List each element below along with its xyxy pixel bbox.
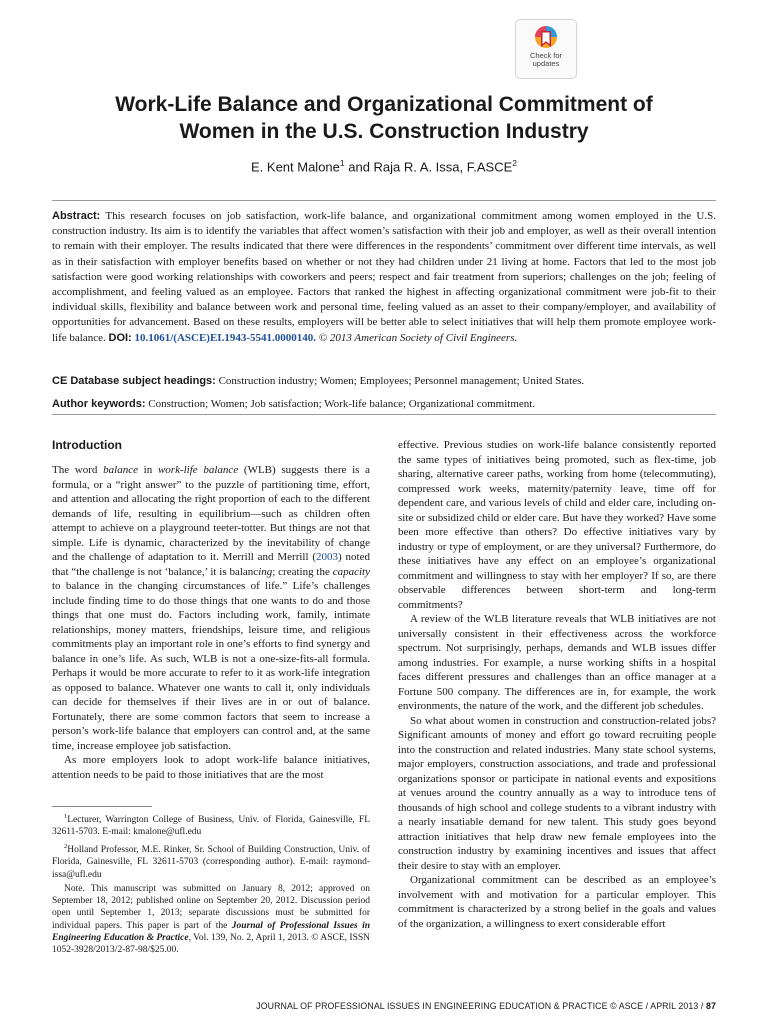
right-column xyxy=(398,438,716,931)
citation-link-2003[interactable]: 2003 xyxy=(316,551,339,563)
subject-headings xyxy=(52,374,716,388)
footnote-2-marker: 2 xyxy=(64,842,68,850)
manuscript-note-text: Note. This manuscript was submitted on January 8, 2012; approved on September 18, 2012; published online on September 20, 2012. Discussion period open until September 1, 2013; separate discussions must be submitted for individual papers. This paper is part of the xyxy=(52,883,370,931)
intro-text: in xyxy=(137,464,158,476)
author-2-affiliation: 2 xyxy=(512,158,517,168)
intro-text: ; creating the xyxy=(272,565,333,578)
intro-paragraph-2: As more employers look to adopt work-life balance initiatives, attention needs to be paid to those initiatives that are the most xyxy=(52,754,370,781)
footnote-2 xyxy=(52,841,370,881)
author-1: E. Kent Malone xyxy=(251,159,340,175)
page-footer xyxy=(256,1001,716,1011)
intro-text: ) noted that “the challenge is not ‘balance,’ it is balanc xyxy=(52,551,370,578)
intro-italic-balance: balance xyxy=(103,464,138,476)
abstract-label: Abstract: xyxy=(52,210,101,222)
footnote-1-text: Lecturer, Warrington College of Business, Univ. of Florida, Gainesville, FL 32611-5703. E-mail: kmalone@ufl.edu xyxy=(52,815,370,838)
footer-journal-text: JOURNAL OF PROFESSIONAL ISSUES IN ENGINEERING EDUCATION & PRACTICE © ASCE / APRIL 2013 / xyxy=(256,1001,706,1011)
author-keywords-text: Construction; Women; Job satisfaction; Work-life balance; Organizational commitment. xyxy=(148,398,536,410)
journal-name: Journal of Professional Issues in Engineering Education & Practice xyxy=(52,920,370,943)
doi-link[interactable]: 10.1061/(ASCE)EI.1943-5541.0000140. xyxy=(134,331,316,344)
intro-text: (WLB) suggests there is a formula, or a “right answer” to the puzzle of partitioning time, effort, and attention and allocating the right proportion of each to the different demands of life, resulting in equilibrium—such as children often attempt to achieve on a playground teeter-totter. But things are not that simple. Life is dynamic, characterized by the inevitability of change and the challenge of adaptation to it. Merrill and Merrill ( xyxy=(52,464,370,563)
intro-italic-ing: ing xyxy=(258,565,273,578)
subject-headings-text: Construction industry; Women; Employees; Personnel management; United States. xyxy=(218,375,585,387)
right-paragraph-2: A review of the WLB literature reveals that WLB initiatives are not universally consistent in their effectiveness across the workforce spectrum. Not surprisingly, perhaps, demands and WLB issues differ among industries. For example, a nurse working shifts in a hospital faces different pressures and challenges than an office manager at a Fortune 500 company. The differences are in, for example, the work environments, the nature of the work, and the different job schedules. xyxy=(398,613,716,712)
abstract-body: This research focuses on job satisfaction, work-life balance, and organizational commitment among women employed in the U.S. construction industry. Its aim is to identify the variables that affect women’s satisfaction with their job and employer, as well as their overall intention to remain with their employer. The results indicated that there were differences in the respondents’ commitment over different time intervals, as well as in their satisfaction with employer benefits based on whether or not they had children under 21 living at home. Factors that led to the most job satisfaction were good working relationships with coworkers and peers; respect and fair treatment from superiors; challenges on the job; feeling of accomplishment, and feeling valued as an employee. Factors that ranked the highest in affecting organizational commitment were job-fit to their individual skills, flexibility and balance between work and personal time, feeling valued as an asset to their company/employer, and availability of opportunities for advancement. Based on these results, employers will be better able to select initiatives that will help them promote employee work-life balance. xyxy=(52,210,716,344)
manuscript-note-citation: , Vol. 139, No. 2, April 1, 2013. © ASCE, ISSN 1052-3928/2013/2-87-98/$25.00. xyxy=(52,932,371,956)
author-1-affiliation: 1 xyxy=(339,158,345,168)
subject-headings-label: CE Database subject headings: xyxy=(52,375,216,387)
title-line2: Women in the U.S. Construction Industry xyxy=(179,120,589,143)
footnotes xyxy=(52,811,370,959)
abstract-block xyxy=(52,209,716,346)
intro-text: The word xyxy=(52,464,104,476)
page-number: 87 xyxy=(706,1001,716,1011)
badge-label-line2: updates xyxy=(532,59,560,68)
check-for-updates-icon xyxy=(534,25,558,51)
abstract-top-rule xyxy=(52,200,716,201)
abstract-bottom-rule xyxy=(52,414,716,415)
intro-paragraph-1 xyxy=(52,463,370,753)
author-keywords-label: Author keywords: xyxy=(52,398,146,410)
intro-italic-wlb: work-life balance xyxy=(157,464,239,476)
section-heading-introduction: Introduction xyxy=(52,438,122,452)
intro-italic-capacity: capacity xyxy=(332,565,370,578)
badge-label-line1: Check for xyxy=(529,51,563,60)
right-paragraph-3: So what about women in construction and construction-related jobs? Significant amounts of money and effort go toward recruiting people into the construction and related industries. Many state school systems, major employers, construction associations, and trade and professional organizations sponsor or participate in national events and expositions at venues around the country annually as a way to introduce tens of thousands of high school and college students to a vibrant industry with a nearly insatiable demand for new talent. This study goes beyond attraction initiatives that help draw new female employees into the construction industry by examining incentives and issues that affect their desire to stay with an employer. xyxy=(398,714,716,872)
footnote-1-marker: 1 xyxy=(64,813,68,820)
title-line1: Work-Life Balance and Organizational Commitment of xyxy=(115,93,653,116)
footnote-1 xyxy=(52,811,370,839)
intro-text: to balance in the changing circumstances of life.” Life’s challenges include finding time to do those things that one wants to do and those things that one must do. Factors including work, family, intimate relationships, money matters, friendships, leisure time, and religious commitments play an important role in one’s efforts to find synergy and balance in one’s life. As such, WLB is not a one-size-fits-all formula. Perhaps it would be more accurate to refer to it as work-life integration as opposed to balance. Whatever one wants to call it, only individuals can decide for themselves if their lives are in or out of balance. Fortunately, there are some common factors that seem to increase a person’s work-life balance that employers can control and, at the same time, increase employee job satisfaction. xyxy=(52,580,370,752)
left-column xyxy=(52,463,370,782)
paper-title xyxy=(40,91,728,145)
right-paragraph-4: Organizational commitment can be described as an employee’s involvement with and motivation for a particular employer. This commitment is characterized by a strong belief in the goals and values of the organization, a willingness to exert considerable effort xyxy=(398,874,716,930)
author-line xyxy=(40,158,728,174)
badge-label xyxy=(516,52,576,68)
author-joiner: and xyxy=(344,159,374,175)
author-keywords xyxy=(52,397,716,411)
check-for-updates-badge[interactable] xyxy=(515,19,577,79)
doi-label: DOI: xyxy=(108,331,132,344)
footnote-rule xyxy=(52,806,152,807)
manuscript-note xyxy=(52,883,370,957)
author-2: Raja R. A. Issa, F.ASCE xyxy=(373,159,513,175)
right-paragraph-1: effective. Previous studies on work-life balance consistently reported the same types of initiatives being promoted, such as flex-time, job sharing, alternative career paths, working from home (telecommuting), compressed work weeks, maternity/paternity leave, time off for dependent care, and various levels of child and elder care, including on-site or subsidized child or elder care. But have they worked? Have some been more effective than others? Do effective initiatives vary by industry or type of employment, or are they universal? Furthermore, do these initiatives have any effect on an employee’s organizational commitment and willingness to stay with her employer? If so, are there observable differences between short-term and long-term commitments? xyxy=(398,439,716,611)
abstract-copyright: © 2013 American Society of Civil Engineers. xyxy=(318,331,518,344)
footnote-2-text: Holland Professor, M.E. Rinker, Sr. School of Building Construction, Univ. of Florida, Gainesville, FL 32611-5703 (corresponding author). E-mail: raymond-issa@ufl.edu xyxy=(52,844,370,880)
